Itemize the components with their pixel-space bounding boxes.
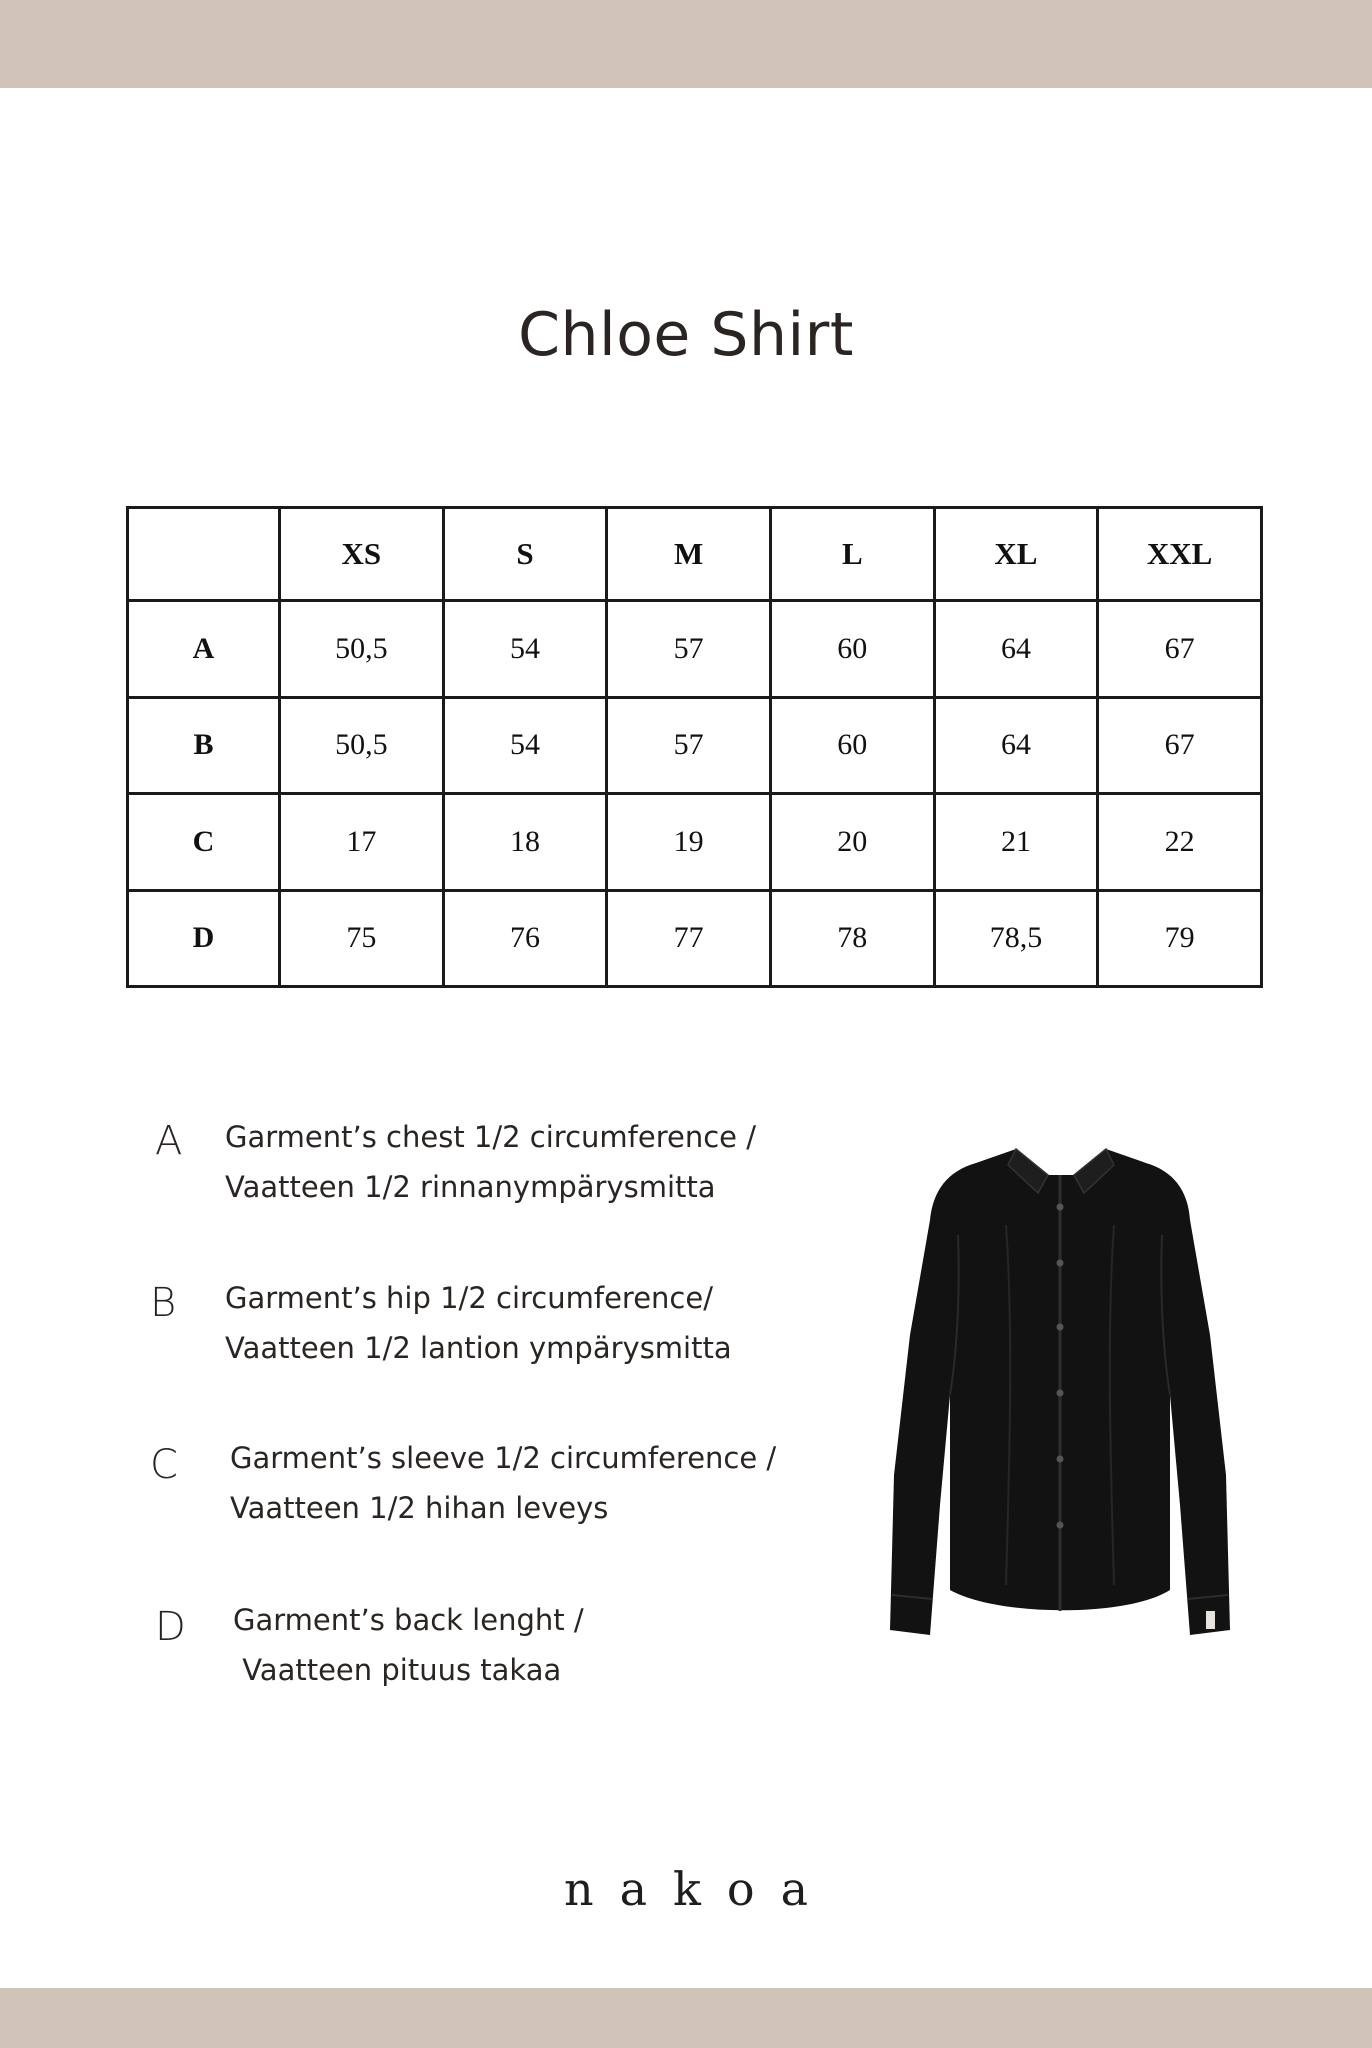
size-header-m: M bbox=[607, 508, 771, 601]
legend-letter-b: B bbox=[150, 1280, 177, 1326]
bottom-band bbox=[0, 1988, 1372, 2048]
table-cell: 60 bbox=[770, 697, 934, 794]
table-cell: 57 bbox=[607, 601, 771, 698]
table-corner-cell bbox=[128, 508, 280, 601]
table-cell: 22 bbox=[1098, 794, 1262, 891]
shirt-product-image bbox=[888, 1145, 1233, 1640]
shirt-icon bbox=[890, 1149, 1230, 1635]
legend-line-en: Garment’s sleeve 1/2 circumference / bbox=[230, 1441, 777, 1475]
size-header-l: L bbox=[770, 508, 934, 601]
table-cell: 21 bbox=[934, 794, 1098, 891]
table-header-row bbox=[128, 508, 1262, 601]
legend-text-b bbox=[225, 1273, 732, 1373]
top-band bbox=[0, 0, 1372, 88]
page-title: Chloe Shirt bbox=[518, 300, 854, 370]
table-cell: 67 bbox=[1098, 601, 1262, 698]
legend-line-fi: Vaatteen 1/2 lantion ympärysmitta bbox=[225, 1331, 732, 1365]
table-row bbox=[128, 794, 1262, 891]
table-row bbox=[128, 697, 1262, 794]
table-cell: 54 bbox=[443, 697, 607, 794]
legend-line-en: Garment’s chest 1/2 circumference / bbox=[225, 1120, 756, 1154]
brand-logo: nakoa bbox=[563, 1862, 835, 1916]
table-cell: 50,5 bbox=[280, 601, 444, 698]
legend-letter-d: D bbox=[155, 1604, 186, 1650]
table-cell: 75 bbox=[280, 890, 444, 987]
size-chart-table bbox=[126, 506, 1263, 988]
table-row bbox=[128, 890, 1262, 987]
row-label-c: C bbox=[128, 794, 280, 891]
table-cell: 77 bbox=[607, 890, 771, 987]
legend-line-en: Garment’s back lenght / bbox=[233, 1603, 584, 1637]
legend-letter-a: A bbox=[155, 1118, 183, 1164]
table-row bbox=[128, 601, 1262, 698]
table-cell: 64 bbox=[934, 601, 1098, 698]
size-header-xl: XL bbox=[934, 508, 1098, 601]
table-cell: 60 bbox=[770, 601, 934, 698]
row-label-d: D bbox=[128, 890, 280, 987]
table-cell: 78 bbox=[770, 890, 934, 987]
size-header-xs: XS bbox=[280, 508, 444, 601]
size-header-xxl: XXL bbox=[1098, 508, 1262, 601]
table-cell: 64 bbox=[934, 697, 1098, 794]
legend-line-fi: Vaatteen 1/2 rinnanympärysmitta bbox=[225, 1170, 716, 1204]
row-label-b: B bbox=[128, 697, 280, 794]
legend-letter-c: C bbox=[150, 1442, 178, 1488]
legend-line-fi: Vaatteen 1/2 hihan leveys bbox=[230, 1491, 609, 1525]
row-label-a: A bbox=[128, 601, 280, 698]
table-cell: 17 bbox=[280, 794, 444, 891]
table-cell: 54 bbox=[443, 601, 607, 698]
legend-line-en: Garment’s hip 1/2 circumference/ bbox=[225, 1281, 713, 1315]
legend-text-c bbox=[230, 1433, 776, 1533]
table-cell: 19 bbox=[607, 794, 771, 891]
table-cell: 76 bbox=[443, 890, 607, 987]
table-cell: 50,5 bbox=[280, 697, 444, 794]
table-cell: 67 bbox=[1098, 697, 1262, 794]
legend-line-fi: Vaatteen pituus takaa bbox=[233, 1653, 562, 1687]
size-header-s: S bbox=[443, 508, 607, 601]
table-cell: 78,5 bbox=[934, 890, 1098, 987]
table-cell: 79 bbox=[1098, 890, 1262, 987]
table-cell: 18 bbox=[443, 794, 607, 891]
legend-text-d bbox=[233, 1595, 584, 1695]
table-cell: 57 bbox=[607, 697, 771, 794]
table-cell: 20 bbox=[770, 794, 934, 891]
legend-text-a bbox=[225, 1112, 756, 1212]
